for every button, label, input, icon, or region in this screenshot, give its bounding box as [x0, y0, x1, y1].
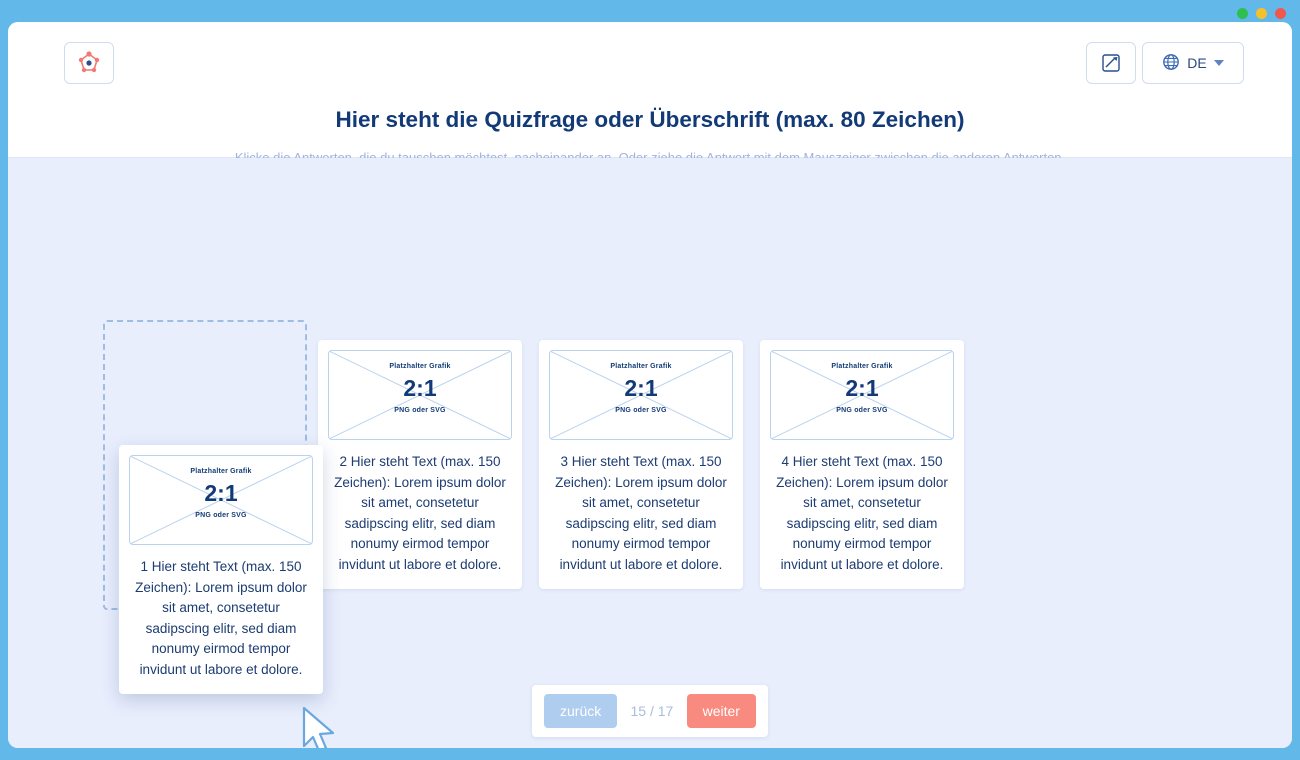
placeholder-ratio-label: 2:1	[624, 375, 658, 401]
placeholder-ratio-label: 2:1	[204, 480, 238, 506]
placeholder-top-label: Platzhalter Grafik	[190, 468, 252, 475]
answer-text: 1 Hier steht Text (max. 150 Zeichen): Lorem ipsum dolor sit amet, consetetur sadipscing elitr, sed diam nonumy eirmod tempor invidunt ut labore et dolore.	[135, 559, 307, 677]
window-controls	[1237, 8, 1286, 19]
answer-card-2[interactable]	[318, 340, 522, 589]
answer-image-placeholder	[129, 455, 313, 545]
back-button[interactable]: zurück	[544, 694, 617, 728]
window-maximize-dot[interactable]	[1256, 8, 1267, 19]
edit-pen-icon[interactable]	[1086, 42, 1136, 84]
placeholder-ratio-label: 2:1	[403, 375, 437, 401]
answer-card-3[interactable]	[539, 340, 743, 589]
answer-image-placeholder	[328, 350, 512, 440]
placeholder-top-label: Platzhalter Grafik	[389, 363, 451, 370]
window-close-dot[interactable]	[1275, 8, 1286, 19]
answer-text: 3 Hier steht Text (max. 150 Zeichen): Lorem ipsum dolor sit amet, consetetur sadipscing elitr, sed diam nonumy eirmod tempor invidunt ut labore et dolore.	[555, 454, 727, 572]
page-indicator: 15 / 17	[630, 703, 674, 719]
answer-text: 2 Hier steht Text (max. 150 Zeichen): Lorem ipsum dolor sit amet, consetetur sadipscing elitr, sed diam nonumy eirmod tempor invidunt ut labore et dolore.	[334, 454, 506, 572]
placeholder-bottom-label: PNG oder SVG	[836, 407, 888, 414]
answer-image-placeholder	[770, 350, 954, 440]
app-content	[8, 22, 1292, 748]
language-label: DE	[1187, 55, 1207, 71]
next-button[interactable]: weiter	[687, 694, 756, 728]
placeholder-bottom-label: PNG oder SVG	[394, 407, 446, 414]
page-title: Hier steht die Quizfrage oder Überschrift (max. 80 Zeichen)	[335, 107, 965, 132]
answers-board	[8, 158, 1292, 748]
molecule-logo-icon[interactable]	[64, 42, 114, 84]
placeholder-ratio-label: 2:1	[845, 375, 879, 401]
placeholder-bottom-label: PNG oder SVG	[615, 407, 667, 414]
placeholder-top-label: Platzhalter Grafik	[831, 363, 893, 370]
globe-icon	[1162, 53, 1180, 74]
answer-text: 4 Hier steht Text (max. 150 Zeichen): Lorem ipsum dolor sit amet, consetetur sadipscing elitr, sed diam nonumy eirmod tempor invidunt ut labore et dolore.	[776, 454, 948, 572]
app-header	[8, 22, 1292, 158]
window-minimize-dot[interactable]	[1237, 8, 1248, 19]
wizard-navigation	[532, 685, 768, 737]
placeholder-bottom-label: PNG oder SVG	[195, 512, 247, 519]
mouse-pointer-icon	[300, 706, 346, 748]
placeholder-top-label: Platzhalter Grafik	[610, 363, 672, 370]
language-selector[interactable]	[1142, 42, 1244, 84]
answer-card-4[interactable]	[760, 340, 964, 589]
answer-image-placeholder	[549, 350, 733, 440]
answer-card-dragging[interactable]	[119, 445, 323, 694]
chevron-down-icon	[1214, 60, 1224, 66]
